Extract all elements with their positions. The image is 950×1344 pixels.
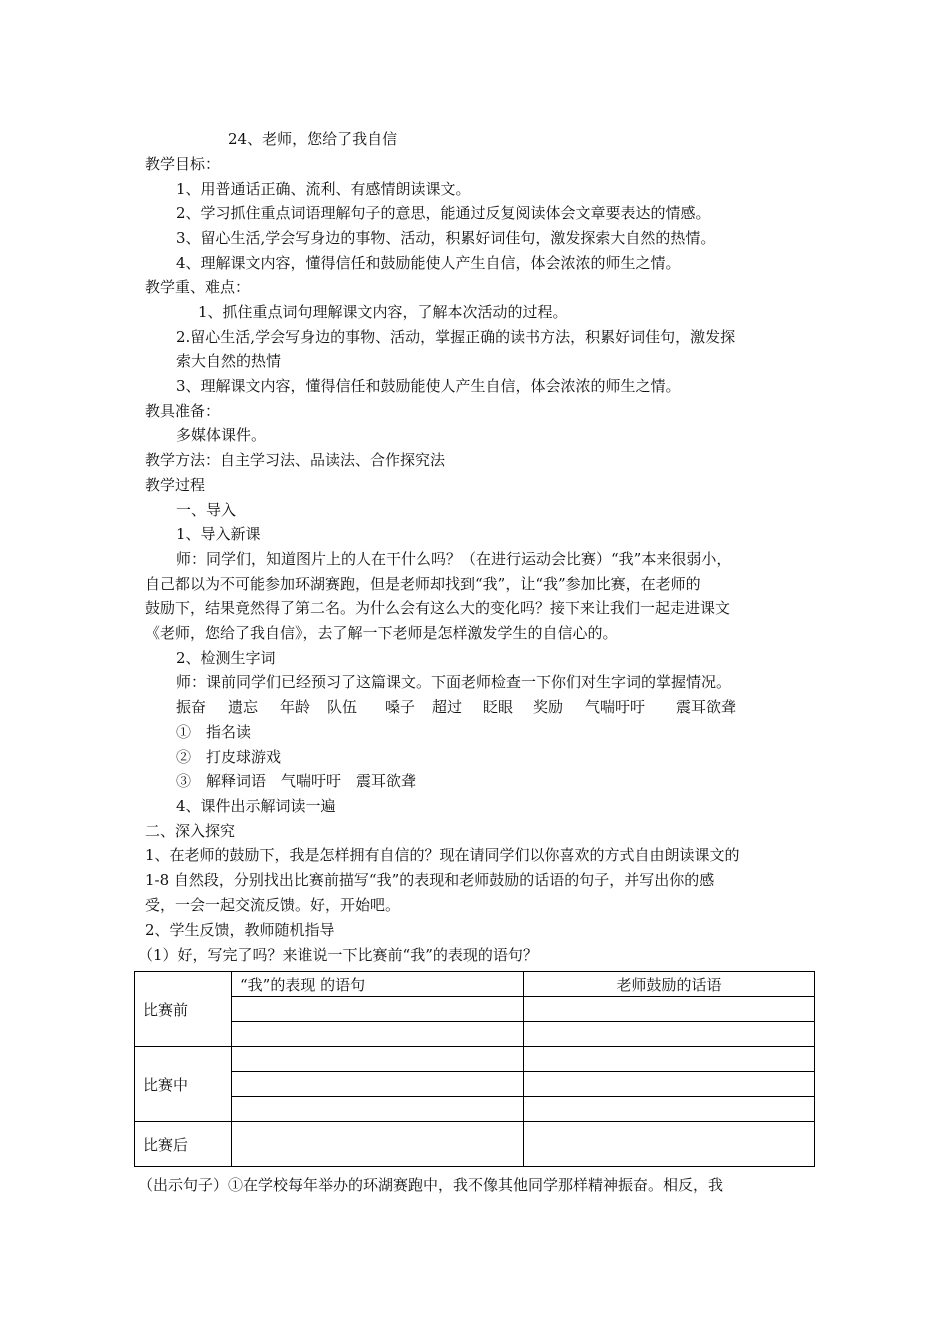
focus-item: 索大自然的热情 — [176, 352, 282, 370]
intro-line: 自己都以为不可能参加环湖赛跑，但是老师却找到“我”，让“我”参加比赛，在老师的 — [145, 575, 701, 593]
part1-heading: 一、导入 — [176, 501, 237, 519]
table-cell — [232, 1097, 524, 1122]
vocab-word: 气喘吁吁 — [585, 698, 646, 716]
intro-line: 师：同学们，知道图片上的人在干什么吗？（在进行运动会比赛）“我”本来很弱小， — [176, 550, 732, 568]
table-cell — [232, 1022, 524, 1047]
focus-item: 2.留心生活,学会写身边的事物、活动，掌握正确的读书方法，积累好词佳句，激发探 — [176, 328, 736, 346]
task1-line: 1、在老师的鼓励下，我是怎样拥有自信的？现在请同学们以你喜欢的方式自由朗读课文的 — [145, 846, 740, 864]
step2-heading: 2、检测生字词 — [176, 649, 276, 667]
intro-line: 《老师，您给了我自信》，去了解一下老师是怎样激发学生的自信心的。 — [145, 624, 618, 642]
part2-heading: 二、深入探究 — [145, 822, 236, 840]
vocab-word: 奖励 — [533, 698, 564, 716]
stage-label-before: 比赛前 — [135, 972, 232, 1047]
table-cell — [524, 1097, 815, 1122]
activity-item: ① 指名读 — [176, 723, 252, 741]
vocab-word: 年龄 — [280, 698, 311, 716]
activity-item: ② 打皮球游戏 — [176, 748, 282, 766]
table-row — [135, 1097, 815, 1122]
table-cell — [524, 1047, 815, 1072]
methods-line: 教学方法：自主学习法、品读法、合作探究法 — [145, 451, 446, 469]
step4-heading: 4、课件出示解词读一遍 — [176, 797, 336, 815]
lesson-title: 24、老师，您给了我自信 — [228, 130, 398, 148]
activity-item: ③ 解释词语 气喘吁吁 震耳欲聋 — [176, 772, 417, 790]
goal-item: 1、用普通话正确、流利、有感情朗读课文。 — [176, 180, 471, 198]
teacher-check: 师：课前同学们已经预习了这篇课文。下面老师检查一下你们对生字词的掌握情况。 — [176, 673, 732, 691]
table-row — [135, 972, 815, 997]
table-cell — [524, 1072, 815, 1097]
table-cell — [232, 997, 524, 1022]
task1-line: 1-8 自然段，分别找出比赛前描写“我”的表现和老师鼓励的话语的句子，并写出你的感 — [145, 871, 715, 889]
question-1: （1）好，写完了吗？来谁说一下比赛前“我”的表现的语句？ — [138, 946, 538, 964]
table-row — [135, 1022, 815, 1047]
goal-item: 3、留心生活,学会写身边的事物、活动，积累好词佳句，激发探索大自然的热情。 — [176, 229, 716, 247]
show-sentence: （出示句子）①在学校每年举办的环湖赛跑中，我不像其他同学那样精神振奋。相反，我 — [138, 1176, 724, 1194]
task1-line: 受，一会一起交流反馈。好，开始吧。 — [145, 896, 401, 914]
goals-heading: 教学目标： — [145, 155, 221, 173]
table-row — [135, 1047, 815, 1072]
vocab-word: 超过 — [432, 698, 463, 716]
focus-item: 3、理解课文内容，懂得信任和鼓励能使人产生自信，体会浓浓的师生之情。 — [176, 377, 681, 395]
vocab-word: 眨眼 — [483, 698, 514, 716]
vocab-word: 嗓子 — [385, 698, 416, 716]
table-row — [135, 1072, 815, 1097]
focus-item: 1、抓住重点词句理解课文内容，了解本次活动的过程。 — [198, 303, 568, 321]
table-cell — [232, 1047, 524, 1072]
stage-label-during: 比赛中 — [135, 1047, 232, 1122]
vocab-word: 振奋 — [176, 698, 207, 716]
goal-item: 4、理解课文内容，懂得信任和鼓励能使人产生自信，体会浓浓的师生之情。 — [176, 254, 681, 272]
tools-item: 多媒体课件。 — [176, 426, 267, 444]
vocab-word: 队伍 — [327, 698, 358, 716]
goal-item: 2、学习抓住重点词语理解句子的意思，能通过反复阅读体会文章要表达的情感。 — [176, 204, 711, 222]
vocab-word: 遗忘 — [228, 698, 259, 716]
table-cell — [524, 1022, 815, 1047]
vocab-list — [176, 697, 736, 717]
table-cell — [524, 1122, 815, 1167]
table-cell — [232, 1072, 524, 1097]
column-header-encouragement: 老师鼓励的话语 — [524, 972, 815, 997]
column-header-behavior: “我”的表现 的语句 — [232, 972, 524, 997]
comparison-table — [134, 971, 815, 1167]
vocab-word: 震耳欲聋 — [676, 698, 737, 716]
tools-heading: 教具准备： — [145, 402, 221, 420]
table-row — [135, 997, 815, 1022]
table-row — [135, 1122, 815, 1167]
intro-line: 鼓励下，结果竟然得了第二名。为什么会有这么大的变化吗？接下来让我们一起走进课文 — [145, 599, 731, 617]
focus-heading: 教学重、难点： — [145, 278, 251, 296]
stage-label-after: 比赛后 — [135, 1122, 232, 1167]
task2-heading: 2、学生反馈，教师随机指导 — [145, 921, 335, 939]
table-cell — [524, 997, 815, 1022]
process-heading: 教学过程 — [145, 476, 206, 494]
step1-heading: 1、导入新课 — [176, 525, 261, 543]
table-cell — [232, 1122, 524, 1167]
